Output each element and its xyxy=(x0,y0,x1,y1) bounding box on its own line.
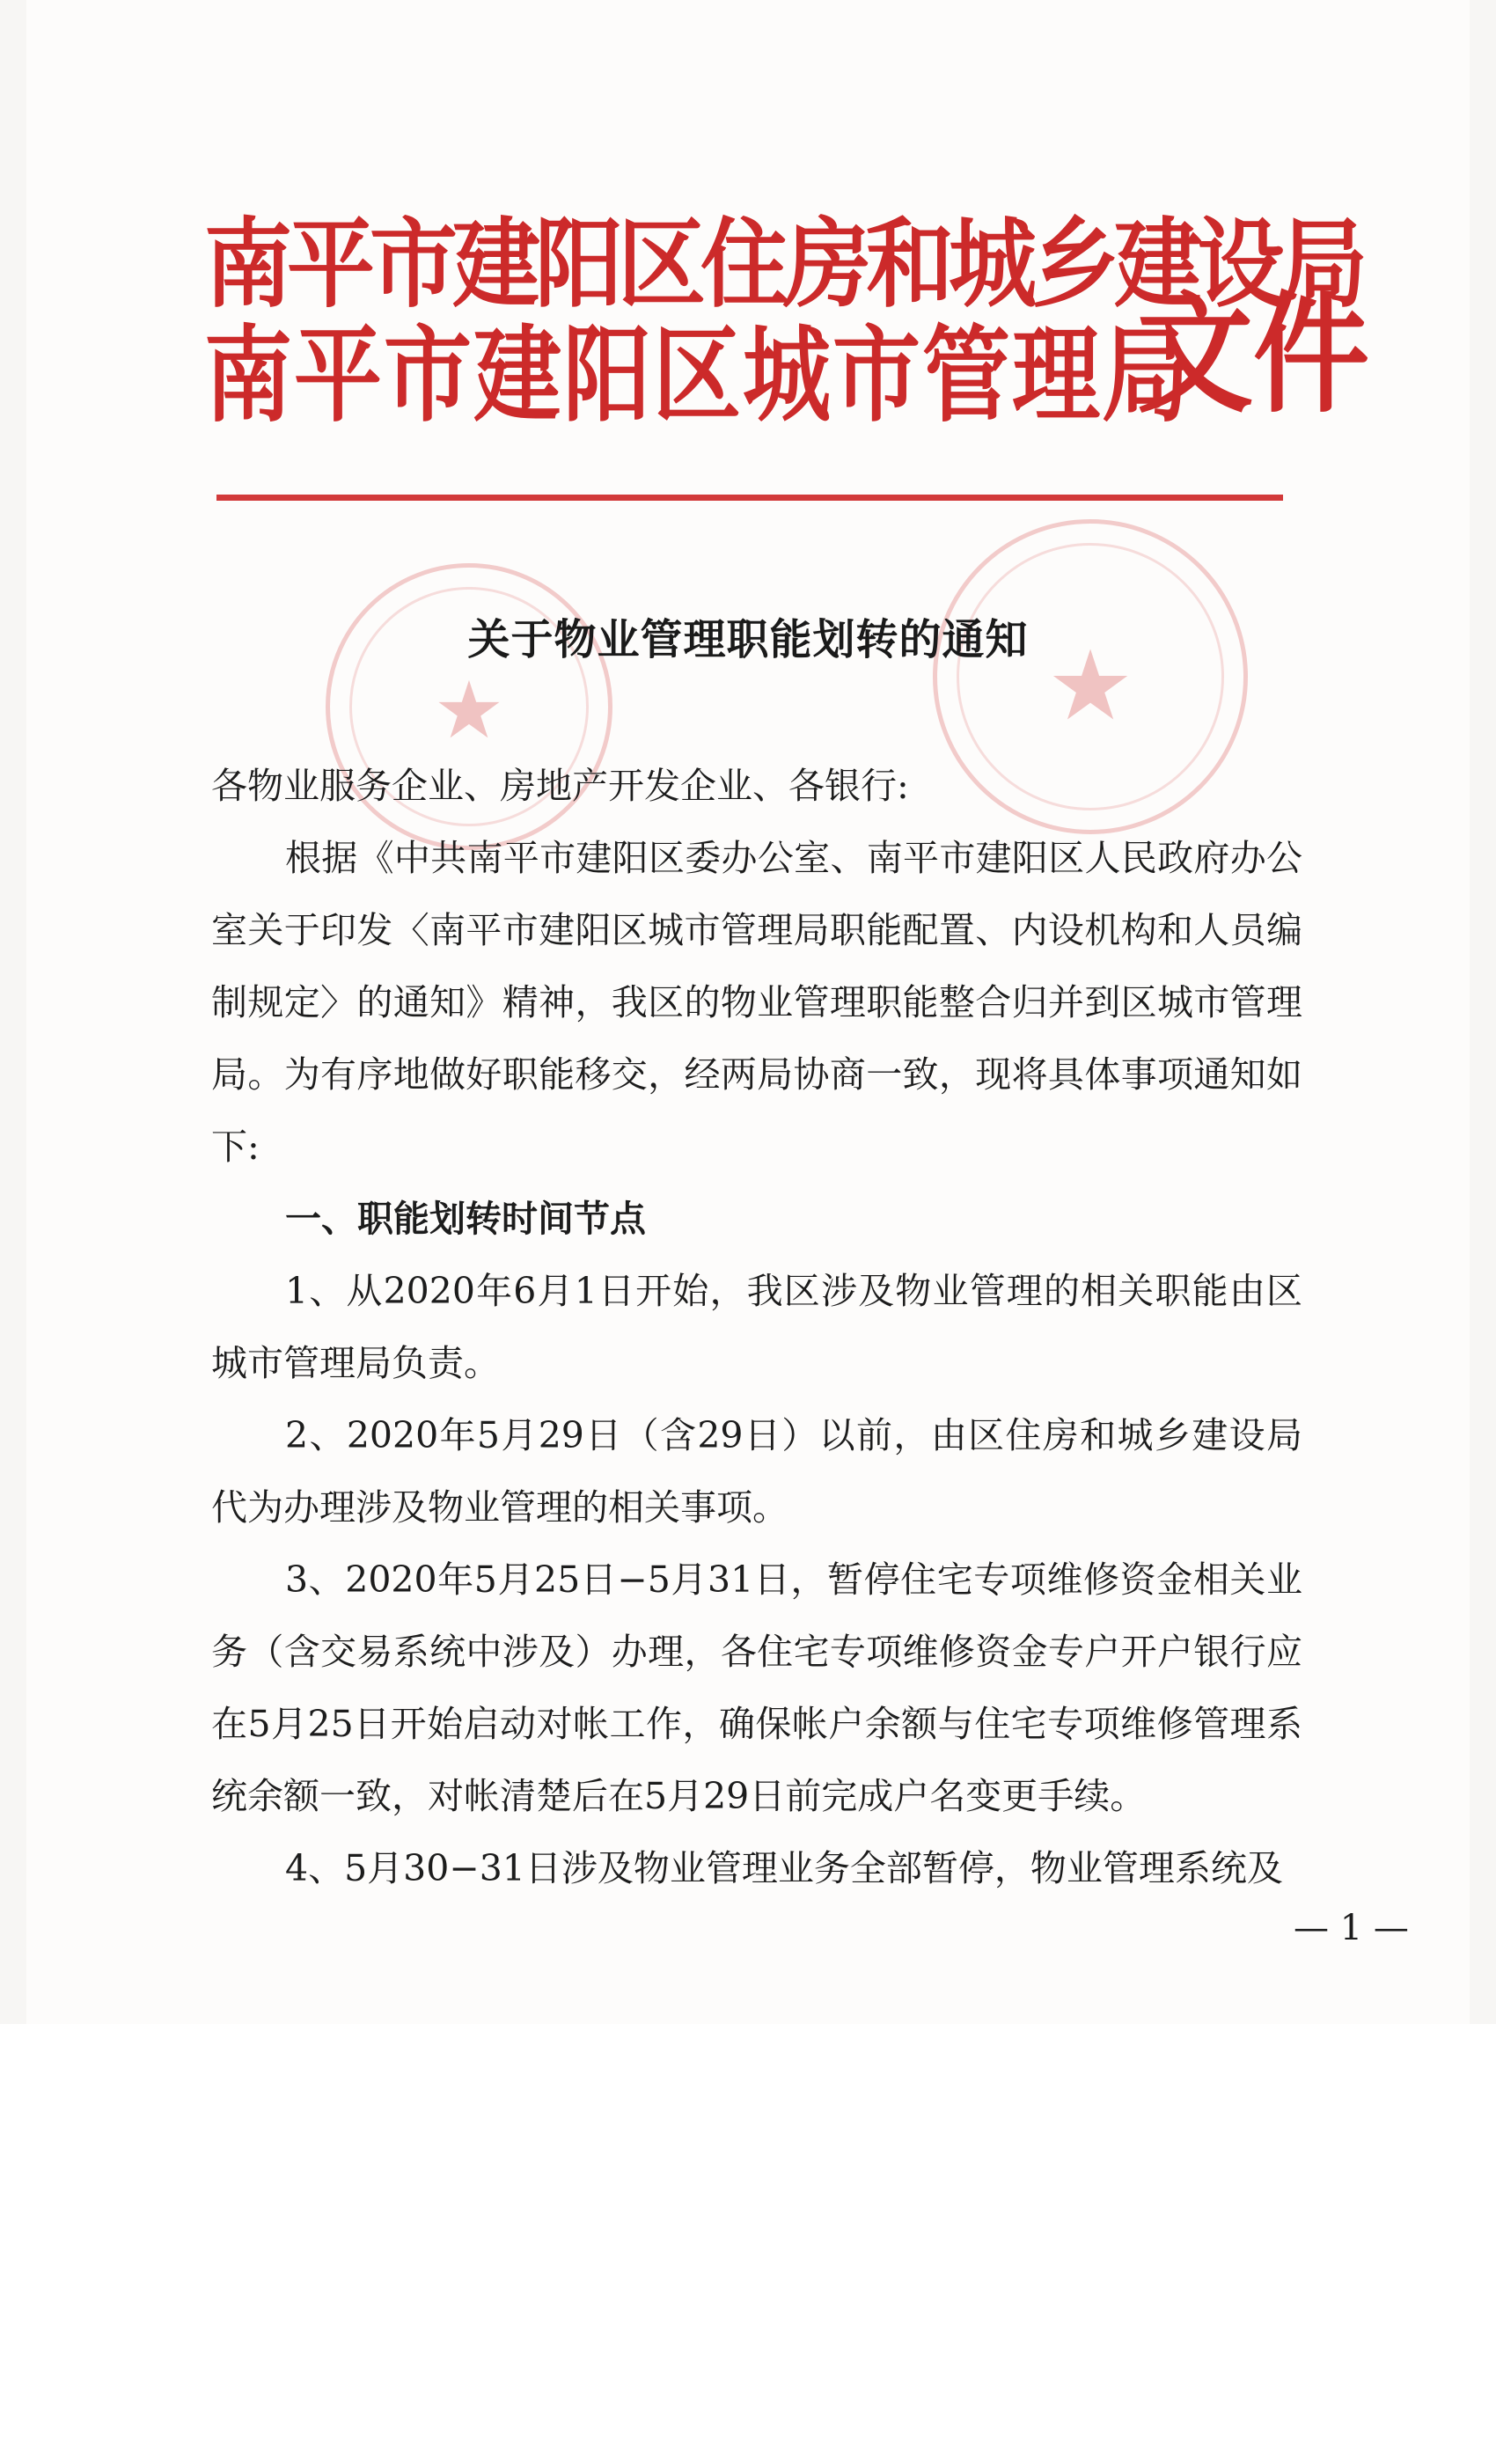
header-red-rule xyxy=(216,495,1283,501)
document-title: 关于物业管理职能划转的通知 xyxy=(467,615,1029,664)
section-heading-1: 一、职能划转时间节点 xyxy=(285,1198,646,1240)
issuer-name-1: 南平市建阳区住房和城乡建设局 xyxy=(204,207,1362,321)
intro-paragraph: 根据《中共南平市建阳区委办公室、南平市建阳区人民政府办公室关于印发〈南平市建阳区城市管理局职能配置、内设机构和人员编制规定〉的通知》精神，我区的物业管理职能整合归并到区城市管理局。为有序地做好职能移交，经两局协商一致，现将具体事项通知如下: xyxy=(211,837,1302,1168)
seal-star-icon: ★ xyxy=(433,664,505,757)
document-body xyxy=(211,750,1302,1904)
document-type-label: 文件 xyxy=(1137,278,1369,432)
document-header xyxy=(204,187,1369,486)
list-item-1: 1、从2020年6月1日开始，我区涉及物业管理的相关职能由区城市管理局负责。 xyxy=(211,1270,1302,1384)
page-number: — 1 — xyxy=(1294,1908,1409,1948)
salutation: 各物业服务企业、房地产开发企业、各银行: xyxy=(211,765,909,807)
list-item-2: 2、2020年5月29日（含29日）以前，由区住房和城乡建设局代为办理涉及物业管理的相关事项。 xyxy=(211,1414,1302,1529)
seal-star-icon: ★ xyxy=(1046,629,1134,742)
list-item-4: 4、5月30−31日涉及物业管理业务全部暂停，物业管理系统及 xyxy=(285,1847,1283,1889)
list-item-3: 3、2020年5月25日−5月31日，暂停住宅专项维修资金相关业务（含交易系统中涉及）办理，各住宅专项维修资金专户开户银行应在5月25日开始启动对帐工作，确保帐户余额与住宅专项维修管理系统余额一致，对帐清楚后在5月29日前完成户名变更手续。 xyxy=(211,1558,1302,1817)
issuer-name-2: 南平市建阳区城市管理局 xyxy=(204,313,1192,437)
